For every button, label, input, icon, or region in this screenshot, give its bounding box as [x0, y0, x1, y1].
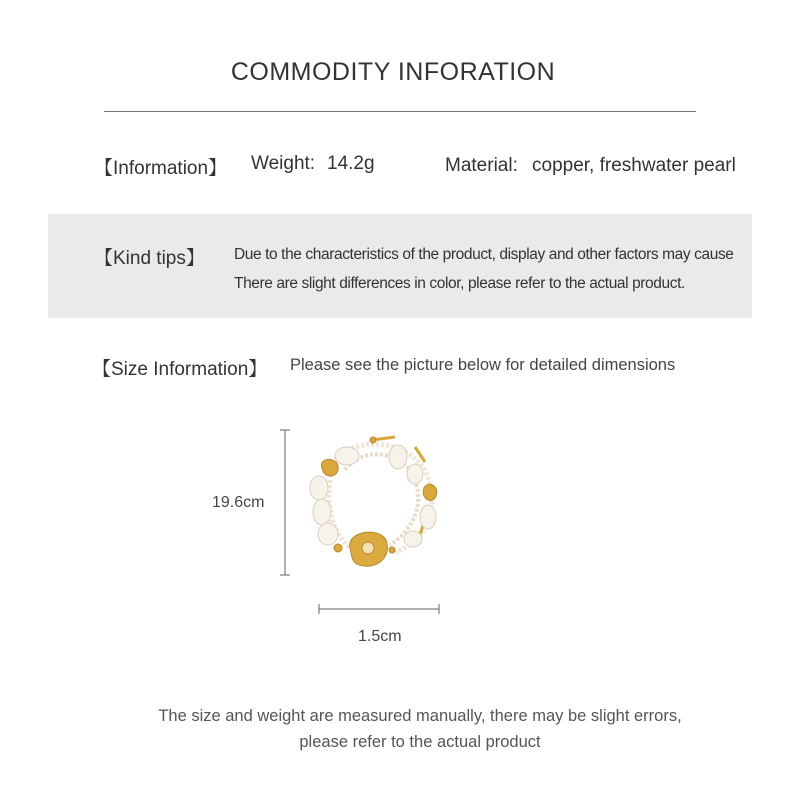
weight-value: 14.2g	[327, 153, 375, 174]
width-value: 1.5cm	[358, 628, 402, 645]
footer-line-1: The size and weight are measured manually, there may be slight errors,	[158, 707, 682, 725]
width-dimension-line	[319, 604, 439, 614]
height-dimension-line	[280, 430, 290, 575]
bracelet-image	[310, 437, 437, 566]
kind-tips-label: 【Kind tips】	[94, 248, 205, 269]
size-description: Please see the picture below for detailed dimensions	[290, 356, 676, 374]
height-value: 19.6cm	[212, 494, 265, 511]
footer-line-2: please refer to the actual product	[299, 733, 541, 751]
weight-label: Weight:	[251, 153, 316, 174]
material-value: copper, freshwater pearl	[532, 155, 736, 176]
page-title: COMMODITY INFORATION	[230, 58, 556, 86]
clasp-icon	[350, 532, 388, 566]
material-label: Material:	[445, 155, 518, 176]
information-label: 【Information】	[94, 158, 228, 179]
kind-tips-line-2: There are slight differences in color, please refer to the actual product.	[234, 275, 685, 292]
footer-note	[120, 703, 720, 755]
kind-tips-line-1: Due to the characteristics of the product, display and other factors may cause	[234, 246, 734, 263]
size-information-label: 【Size Information】	[92, 359, 268, 380]
